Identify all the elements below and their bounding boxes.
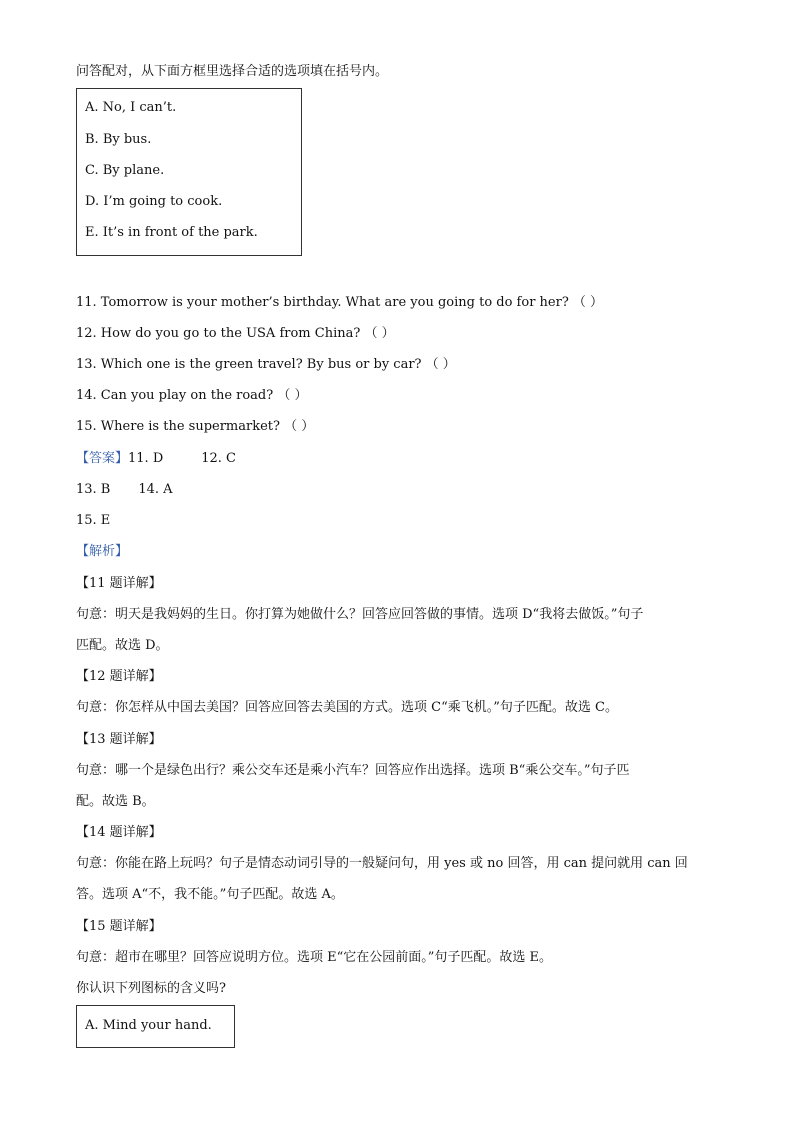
answer-row-1 [76,450,236,468]
answer-row-2 [76,481,173,499]
sign-option-a: A. Mind your hand. [85,1018,212,1033]
option-a: A. No, I can’t. [85,100,177,115]
option-e: E. It’s in front of the park. [85,225,258,240]
answer-13: 13. B [76,482,111,497]
instruction-text: 问答配对，从下面方框里选择合适的选项填在括号内。 [76,64,389,79]
sign-options-box [76,1005,235,1048]
q14-detail-line-2: 答。选项 A“不，我不能。”句子匹配。故选 A。 [76,887,344,902]
question-11: 11. Tomorrow is your mother’s birthday. What are you going to do for her? （ ） [76,295,604,310]
analysis-label: 【解析】 [76,544,129,559]
question-15: 15. Where is the supermarket? （ ） [76,419,315,434]
q11-detail-line-1: 句意：明天是我妈妈的生日。你打算为她做什么？回答应回答做的事情。选项 D“我将去做饭。”句子 [76,607,644,622]
answer-11: 11. D [128,451,164,466]
q14-detail-heading: 【14 题详解】 [76,825,162,840]
q13-detail-line-1: 句意：哪一个是绿色出行？乘公交车还是乘小汽车？回答应作出选择。选项 B“乘公交车。”句子匹 [76,763,630,778]
q14-detail-line-1: 句意：你能在路上玩吗？句子是情态动词引导的一般疑问句，用 yes 或 no 回答，用 can 提问就用 can 回 [76,856,688,871]
q13-detail-line-2: 配。故选 B。 [76,794,155,809]
answer-15: 15. E [76,513,111,528]
question-12: 12. How do you go to the USA from China? （ ） [76,326,395,341]
q11-detail-line-2: 匹配。故选 D。 [76,638,169,653]
next-section-prompt: 你认识下列图标的含义吗? [76,981,226,996]
q13-detail-heading: 【13 题详解】 [76,732,162,747]
answer-14: 14. A [138,482,173,497]
answer-row-3 [76,512,110,530]
answer-12: 12. C [201,451,237,466]
option-c: C. By plane. [85,163,165,178]
question-14: 14. Can you play on the road? （ ） [76,388,308,403]
option-b: B. By bus. [85,132,152,147]
answer-label: 【答案】 [76,451,129,466]
q15-detail-line-1: 句意：超市在哪里？回答应说明方位。选项 E“它在公园前面。”句子匹配。故选 E。 [76,950,553,965]
option-d: D. I’m going to cook. [85,194,223,209]
q11-detail-heading: 【11 题详解】 [76,576,162,591]
q12-detail-heading: 【12 题详解】 [76,669,162,684]
q15-detail-heading: 【15 题详解】 [76,919,162,934]
q12-detail-line-1: 句意：你怎样从中国去美国？回答应回答去美国的方式。选项 C“乘飞机。”句子匹配。故选 C。 [76,700,618,715]
options-box [76,88,302,256]
question-13: 13. Which one is the green travel? By bus or by car? （ ） [76,357,456,372]
